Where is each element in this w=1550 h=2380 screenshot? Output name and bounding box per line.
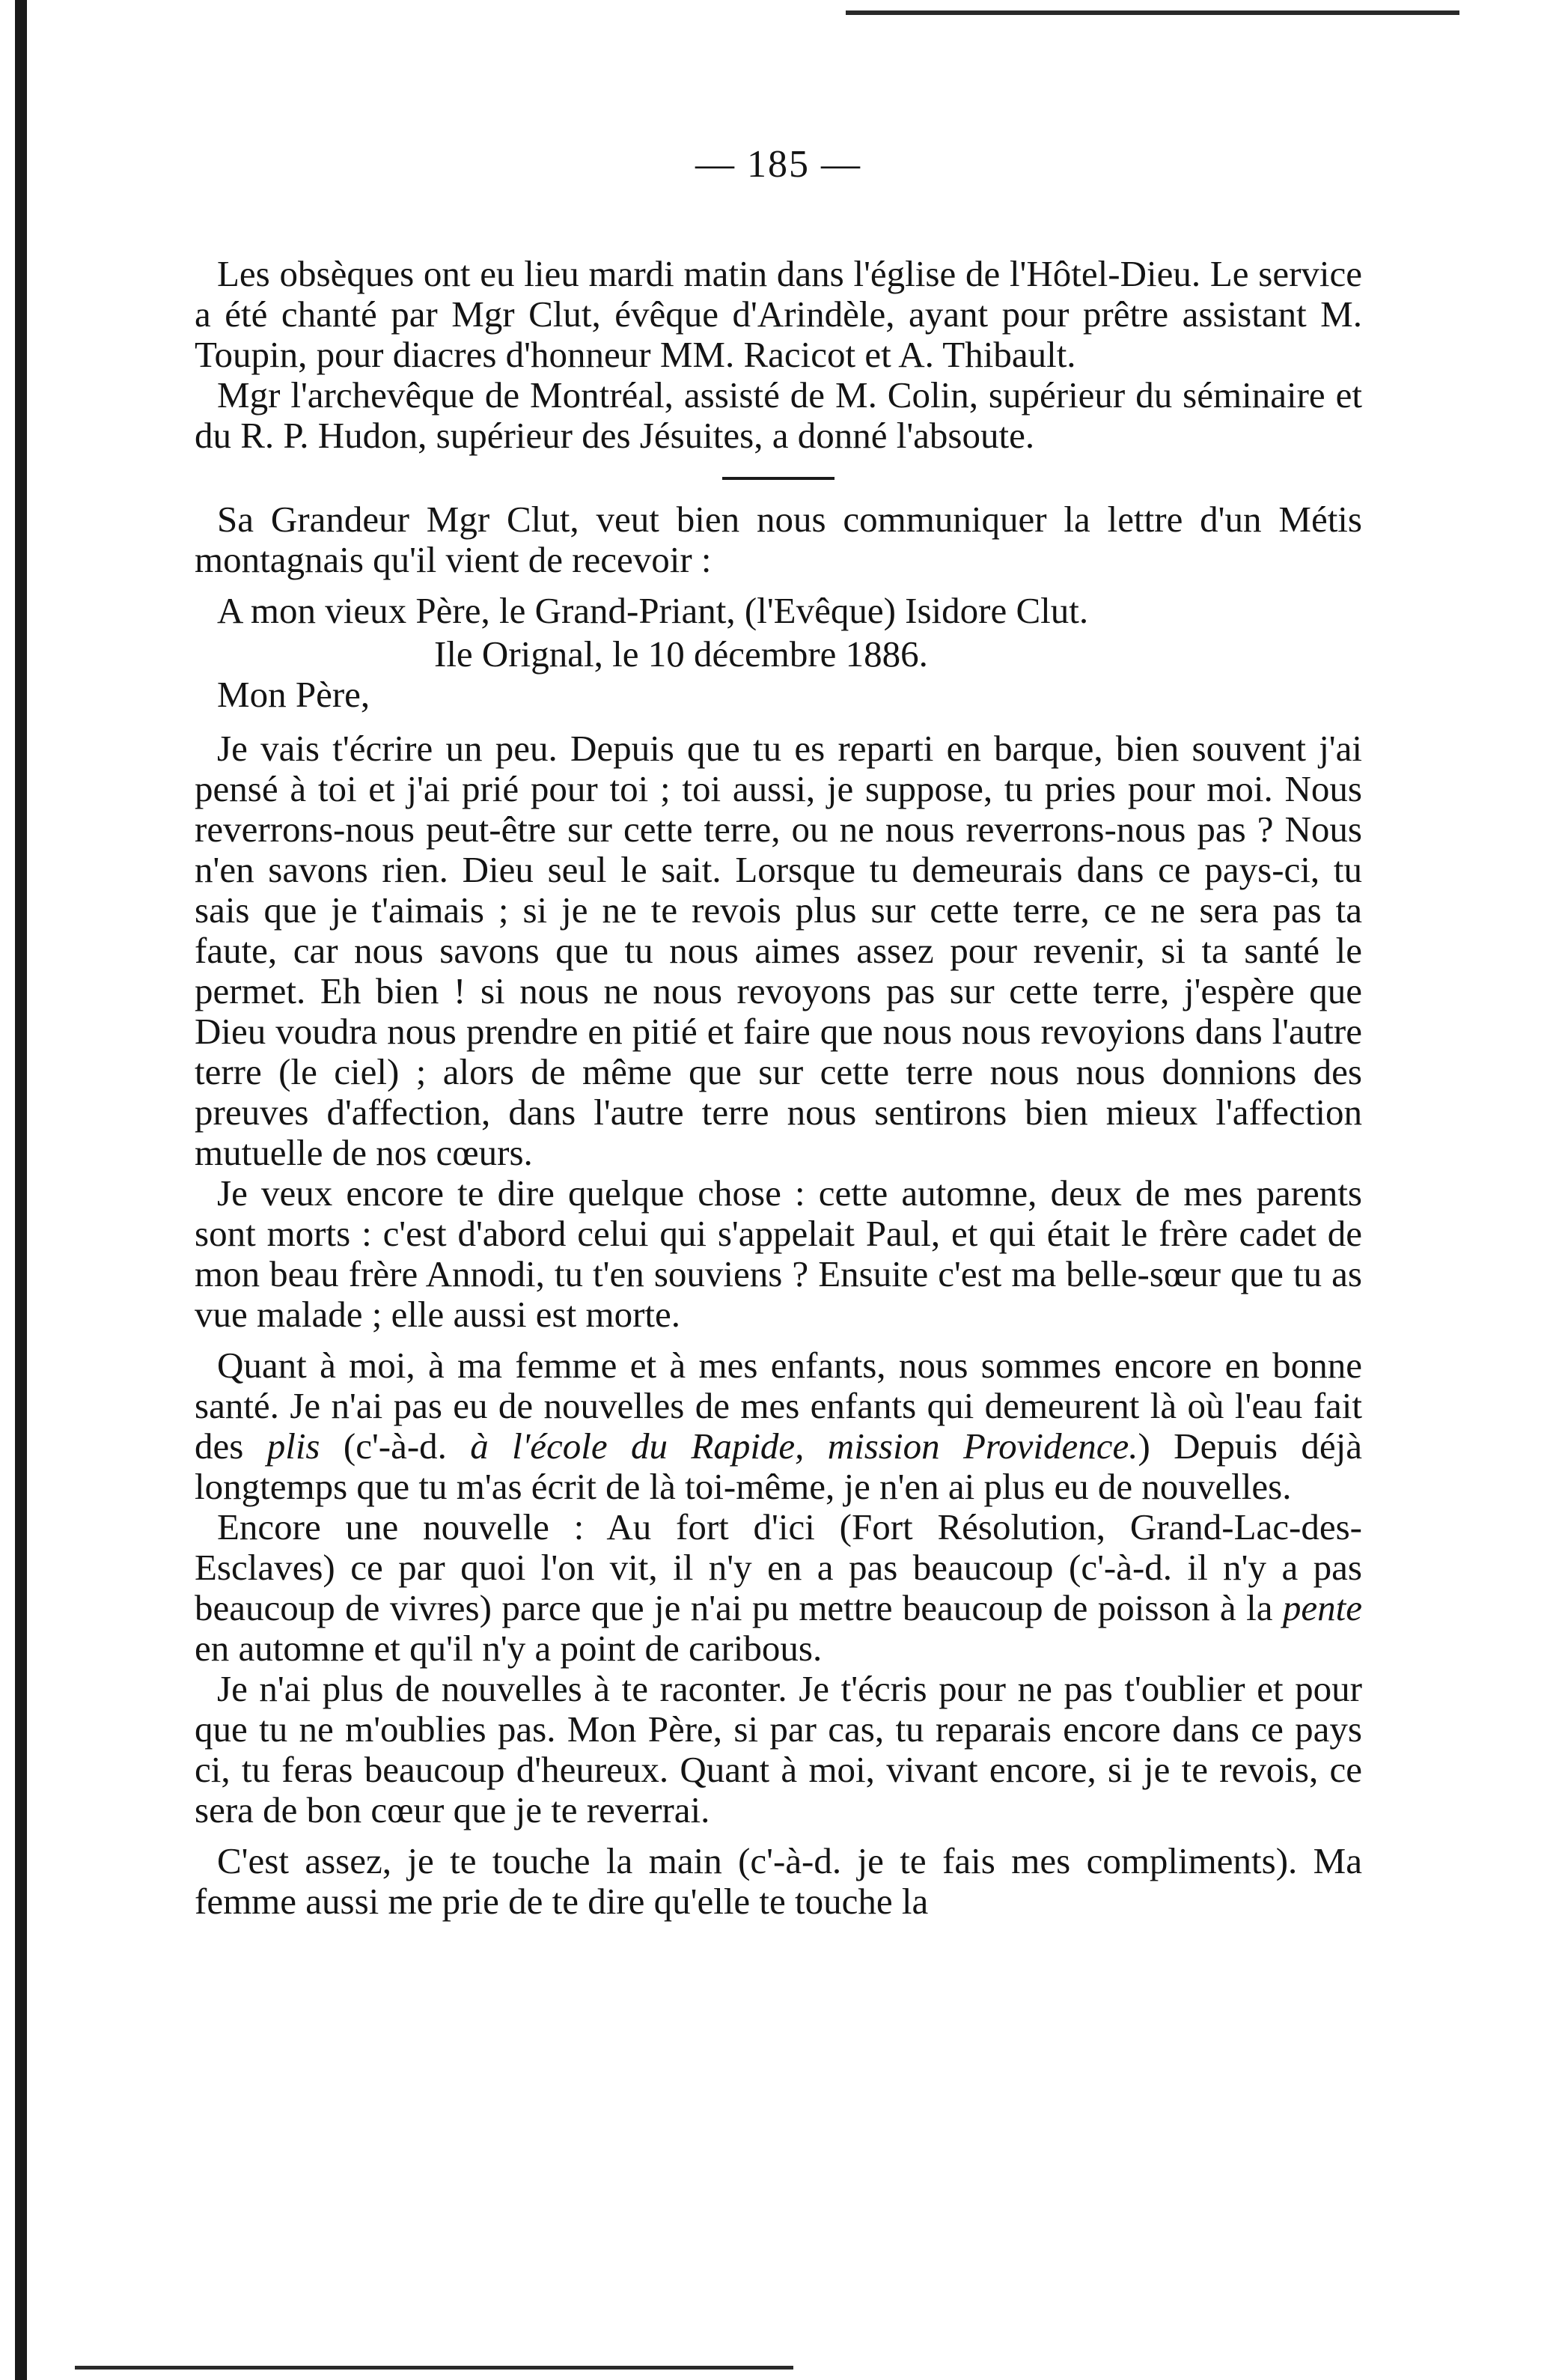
section-divider [722,477,835,480]
paragraph-letter-5: Je n'ai plus de nouvelles à te raconter. Je t'écris pour ne pas t'oublier et pour que tu ne m'oublies pas. Mon Père, si par cas, tu reparais encore dans ce pays ci, tu feras beaucoup d'heureux. Quant à moi, vivant encore, si je te revois, ce sera de bon cœur que je te reverrai. [195,1668,1362,1830]
scan-edge-bottom [75,2366,793,2370]
scan-edge-left [15,0,27,2380]
paragraph-letter-4: Encore une nouvelle : Au fort d'ici (Fort Résolution, Grand-Lac-des-Esclaves) ce par quoi l'on vit, il n'y en a pas beaucoup (c'-à-d. il n'y a pas beaucoup de vivres) parce que je n'ai pu mettre beaucoup de poisson à la pente en automne et qu'il n'y a point de caribous. [195,1506,1362,1669]
paragraph-intro-letter: Sa Grandeur Mgr Clut, veut bien nous communiquer la lettre d'un Métis montagnais qu'il vient de recevoir : [195,499,1362,580]
paragraph-letter-6: C'est assez, je te touche la main (c'-à-d. je te fais mes compliments). Ma femme aussi me prie de te dire qu'elle te touche la [195,1840,1362,1922]
paragraph-letter-2: Je veux encore te dire quelque chose : cette automne, deux de mes parents sont morts : c'est d'abord celui qui s'appelait Paul, et qui était le frère cadet de mon beau frère Annodi, tu t'en souviens ? Ensuite c'est ma belle-sœur que tu as vue malade ; elle aussi est morte. [195,1172,1362,1335]
italic-term-pente: pente [1282,1587,1362,1628]
paragraph-letter-1: Je vais t'écrire un peu. Depuis que tu es reparti en barque, bien souvent j'ai pensé à toi et j'ai prié pour toi ; toi aussi, je suppose, tu pries pour moi. Nous reverrons-nous peut-être sur cette terre, ou ne nous reverrons-nous pas ? Nous n'en savons rien. Dieu seul le sait. Lorsque tu demeurais dans ce pays-ci, tu sais que je t'aimais ; si je ne te revois plus sur cette terre, ce ne sera pas ta faute, car nous savons que tu nous aimes assez pour revenir, si ta santé le permet. Eh bien ! si nous ne nous revoyons pas sur cette terre, j'espère que Dieu voudra nous prendre en pitié et faire que nous nous revoyions dans l'autre terre (le ciel) ; alors de même que sur cette terre nous nous donnions des preuves d'affection, dans l'autre terre nous sentirons bien mieux l'affection mutuelle de nos cœurs. [195,728,1362,1173]
paragraph-funeral: Les obsèques ont eu lieu mardi matin dans l'église de l'Hôtel-Dieu. Le service a été chanté par Mgr Clut, évêque d'Arindèle, ayant pour prêtre assistant M. Toupin, pour diacres d'honneur MM. Racicot et A. Thibault. [195,253,1362,375]
page-number: — 185 — [695,143,861,186]
italic-term-mission: à l'école du Rapide, mission Providence. [470,1425,1138,1467]
scan-edge-top [846,10,1459,15]
paragraph-absolution: Mgr l'archevêque de Montréal, assisté de M. Colin, supérieur du séminaire et du R. P. Hudon, supérieur des Jésuites, a donné l'absoute. [195,374,1362,456]
document-page [195,142,1362,1922]
letter-salutation: Mon Père, [217,674,370,715]
italic-term-plis: plis [266,1425,320,1467]
paragraph-letter-3: Quant à moi, à ma femme et à mes enfants, nous sommes encore en bonne santé. Je n'ai pas eu de nouvelles de mes enfants qui demeurent là où l'eau fait des plis (c'-à-d. à l'école du Rapide, mission Providence.) Depuis déjà longtemps que tu m'as écrit de là toi-même, je n'en ai plus eu de nouvelles. [195,1345,1362,1507]
letter-dateline: Ile Orignal, le 10 décembre 1886. [434,633,928,675]
letter-address: A mon vieux Père, le Grand-Priant, (l'Evêque) Isidore Clut. [217,590,1089,631]
